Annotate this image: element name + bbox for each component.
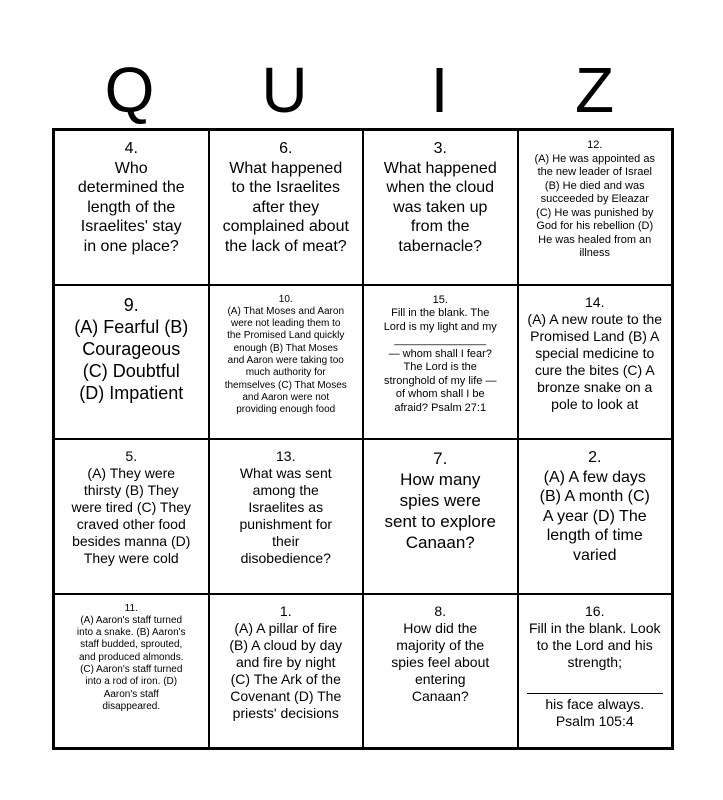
bingo-cell[interactable] <box>518 285 673 440</box>
cell-text: 16. Fill in the blank. Look to the Lord and his strength; <box>528 602 661 670</box>
cell-text: 7. How many spies were sent to explore Canaan? <box>384 449 496 552</box>
bingo-cell[interactable] <box>363 594 518 749</box>
title-letter-u: U <box>261 54 308 126</box>
bingo-cell[interactable] <box>518 594 673 749</box>
title-letter-i: I <box>430 54 449 126</box>
bingo-cell[interactable] <box>363 285 518 440</box>
cell-text: 6. What happened to the Israelites after they complained about the lack of meat? <box>222 140 349 255</box>
bingo-cell[interactable] <box>209 594 364 749</box>
cell-text: 4. Who determined the length of the Israelites' stay in one place? <box>77 140 185 255</box>
bingo-cell[interactable] <box>209 439 364 594</box>
cell-text: 13. What was sent among the Israelites as punishment for their disobedience? <box>239 448 333 566</box>
title-letter-z: Z <box>574 54 615 126</box>
title-letter-q: Q <box>104 54 155 126</box>
cell-text: 11. (A) Aaron's staff turned into a snake. (B) Aaron's staff budded, sprouted, and produced almonds. (C) Aaron's staff turned into a rod of iron. (D) Aaron's staff disappeared. <box>76 602 186 712</box>
bingo-cell[interactable] <box>518 439 673 594</box>
cell-text: 12. (A) He was appointed as the new leader of Israel (B) He died and was succeeded by Eleazar (C) He was punished by God for his rebellion (D) He was healed from an illness <box>534 139 655 259</box>
cell-text: 14. (A) A new route to the Promised Land (B) A special medicine to cure the bites (C) A bronze snake on a pole to look at <box>527 293 663 412</box>
cell-text: 5. (A) They were thirsty (B) They were tired (C) They craved other food besides manna (D) They were cold <box>71 448 192 566</box>
bingo-cell[interactable] <box>363 130 518 285</box>
cell-text: 8. How did the majority of the spies feel about entering Canaan? <box>391 602 490 704</box>
cell-text: 1. (A) A pillar of fire (B) A cloud by day and fire by night (C) The Ark of the Covenant (D) The priests' decisions <box>229 602 343 721</box>
bingo-cell[interactable] <box>54 594 209 749</box>
cell-text: 2. (A) A few days (B) A month (C) A year (D) The length of time varied <box>539 449 650 564</box>
bingo-cell[interactable] <box>209 130 364 285</box>
bingo-grid <box>52 128 674 750</box>
bingo-cell[interactable] <box>54 130 209 285</box>
cell-text: his face always. Psalm 105:4 <box>545 695 645 729</box>
quiz-title <box>52 52 672 126</box>
bingo-cell[interactable] <box>54 285 209 440</box>
cell-text: 9. (A) Fearful (B) Courageous (C) Doubtful (D) Impatient <box>74 294 189 403</box>
fill-in-blank-line <box>527 693 663 694</box>
bingo-cell[interactable] <box>54 439 209 594</box>
bingo-cell[interactable] <box>518 130 673 285</box>
cell-text: 10. (A) That Moses and Aaron were not leading them to the Promised Land quickly enough (B) That Moses and Aaron were taking too much authority for themselves (C) That Moses and Aaron were not providing enough food <box>224 293 347 416</box>
cell-text: 3. What happened when the cloud was taken up from the tabernacle? <box>383 140 497 255</box>
bingo-cell[interactable] <box>209 285 364 440</box>
bingo-cell[interactable] <box>363 439 518 594</box>
cell-text: 15. Fill in the blank. The Lord is my light and my _______________ — whom shall I fear? The Lord is the stronghold of my life — of whom shall I be afraid? Psalm 27:1 <box>383 293 497 414</box>
